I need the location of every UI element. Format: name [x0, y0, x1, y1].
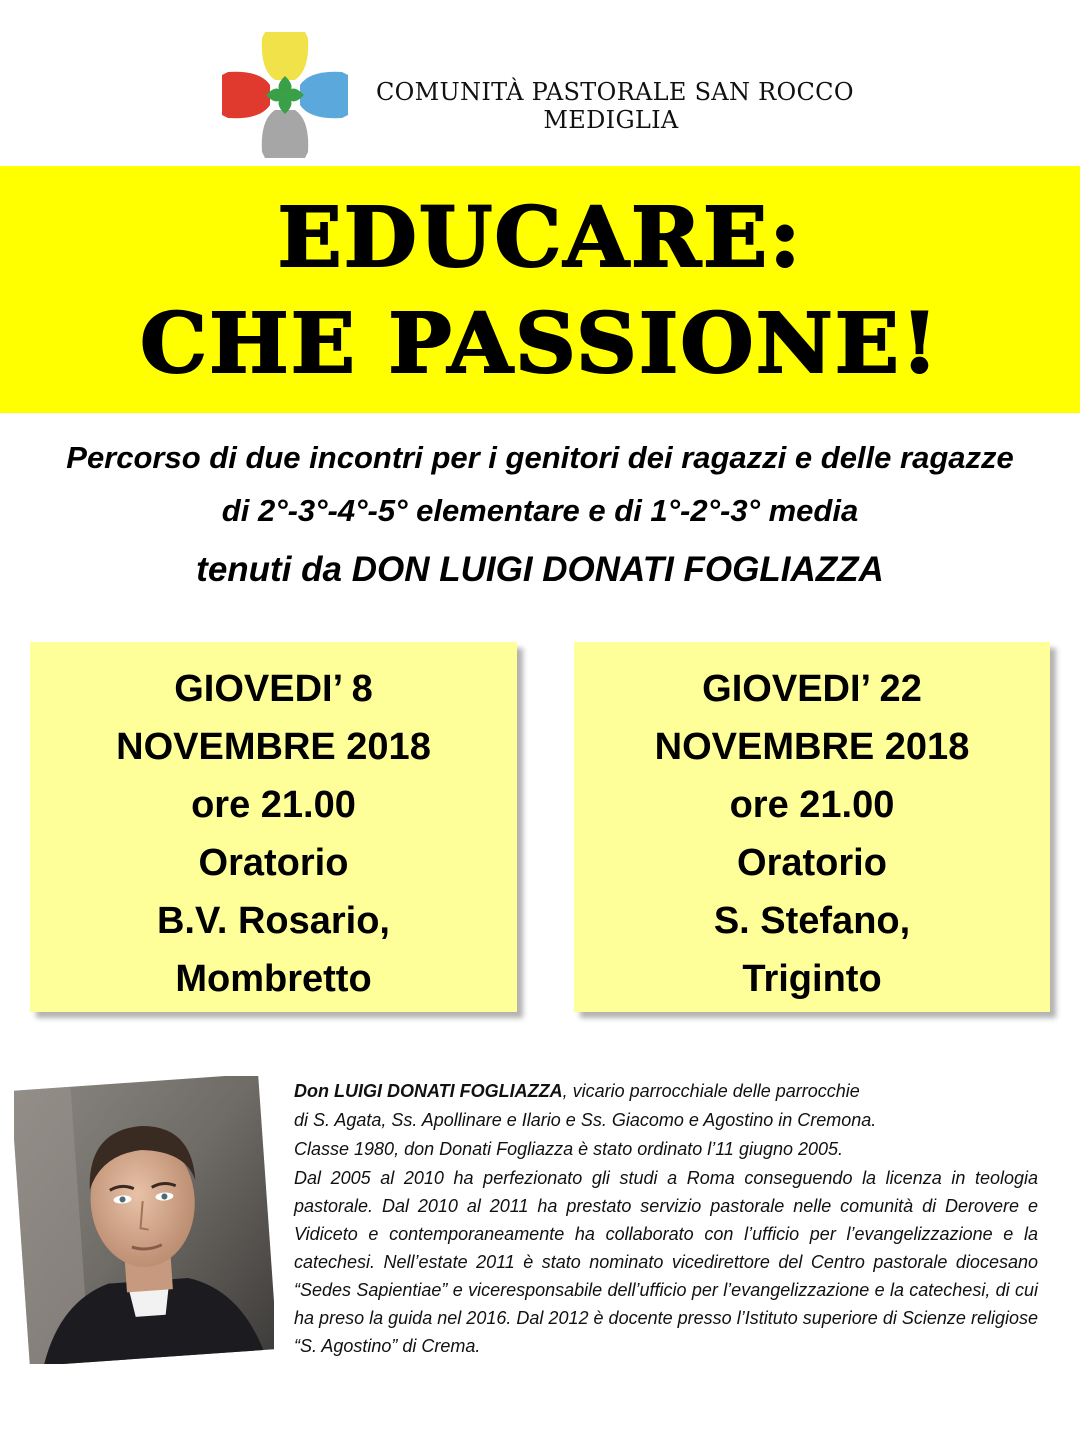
- event-place: S. Stefano,: [713, 900, 911, 942]
- bio-paragraph: Dal 2005 al 2010 ha perfezionato gli studi a Roma conseguendo la licenza in teologia pastorale. Dal 2010 al 2011 ha prestato servizio pastorale nelle comunità di Derovere e Vidiceto e contemporaneamente ha collaborato con l’ufficio per l’evangelizzazione e la catechesi. Nell’estate 2011 è stato nominato vicedirettore del Centro pastorale diocesano “Sedes Sapientiae” e viceresponsabile dell’ufficio per l’evangelizzazione e la catechesi, di cui ha preso la guida nel 2016. Dal 2012 è docente presso l’Istituto superiore di Scienze religiose “S. Agostino” di Crema.: [294, 1168, 1038, 1356]
- event-time: ore 21.00: [191, 784, 356, 826]
- bio-line1: [294, 1077, 1038, 1106]
- bio-line1-rest: , vicario parrocchiale delle parrocchie: [562, 1081, 860, 1101]
- event-venue: Oratorio: [198, 842, 349, 884]
- event-place: B.V. Rosario,: [156, 900, 390, 942]
- event-month: NOVEMBRE 2018: [654, 726, 970, 768]
- event-day: GIOVEDI’ 22: [702, 668, 922, 710]
- organization-name-line2: MEDIGLIA: [543, 106, 679, 134]
- intro-line2: di 2°-3°-4°-5° elementare e di 1°-2°-3° media: [221, 493, 859, 528]
- bio-line3: Classe 1980, don Donati Fogliazza è stato ordinato l’11 giugno 2005.: [294, 1139, 844, 1159]
- intro-speaker: tenuti da DON LUIGI DONATI FOGLIAZZA: [196, 550, 884, 589]
- event-time: ore 21.00: [729, 784, 895, 826]
- speaker-bio: [294, 1077, 1038, 1360]
- title-line1: EDUCARE:: [277, 190, 803, 286]
- event-venue: Oratorio: [737, 842, 887, 884]
- event-month: NOVEMBRE 2018: [116, 726, 431, 768]
- four-bells-cross-logo: [220, 30, 350, 160]
- bio-line2: di S. Agata, Ss. Apollinare e Ilario e Ss. Giacomo e Agostino in Cremona.: [294, 1110, 877, 1130]
- bio-name: Don LUIGI DONATI FOGLIAZZA: [294, 1081, 563, 1101]
- event-town: Mombretto: [175, 958, 372, 1000]
- title-banner-text: [0, 166, 1080, 413]
- organization-name-line1: COMUNITÀ PASTORALE SAN ROCCO: [376, 78, 854, 106]
- event-box-1: [30, 642, 517, 1012]
- title-line2: CHE PASSIONE!: [140, 296, 940, 392]
- event-town: Triginto: [742, 958, 882, 1000]
- portrait-photo: [14, 1076, 274, 1364]
- event-day: GIOVEDI’ 8: [174, 668, 373, 710]
- event-box-2: [574, 642, 1050, 1012]
- intro-line1: Percorso di due incontri per i genitori dei ragazzi e delle ragazze: [66, 440, 1014, 475]
- organization-name: [376, 78, 854, 134]
